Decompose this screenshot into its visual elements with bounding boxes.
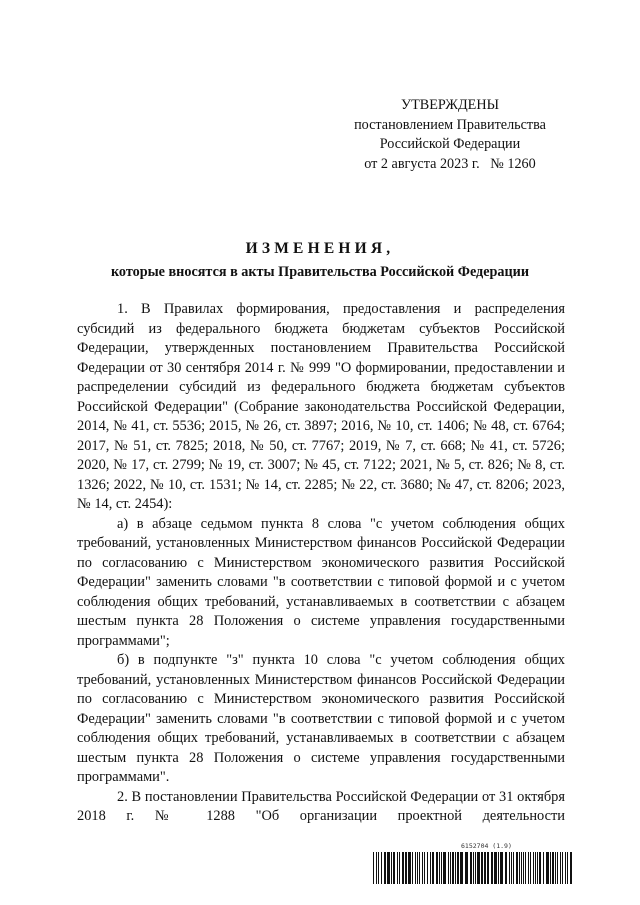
paragraph-1a: а) в абзаце седьмом пункта 8 слова "с учетом соблюдения общих требований, установленных Министерством финансов Российской Федерации по согласованию с Министерством экономического развития Российской Федерации" заменить словами "в соответствии с типовой формой и с учетом соблюдения общих требований, устанавливаемых в соответствии с абзацем шестым пункта 28 Положения о системе управления государственными программами";	[77, 515, 565, 649]
barcode-bars	[373, 852, 573, 884]
paragraph-1: 1. В Правилах формирования, предоставления и распределения субсидий из федерального бюджета бюджетам субъектов Российской Федерации, утвержденных постановлением Правительства Российской Федерации от 30 сентября 2014 г. № 999 "О формировании, предоставлении и распределении субсидий из федерального бюджета бюджетам субъектов Российской Федерации" (Собрание законодательства Российской Федерации, 2014, № 41, ст. 5536; 2015, № 26, ст. 3897; 2016, № 10, ст. 1406; № 48, ст. 6764; 2017, № 51, ст. 7825; 2018, № 50, ст. 7767; 2019, № 7, ст. 668; № 41, ст. 5726; 2020, № 17, ст. 2799; № 19, ст. 3007; № 45, ст. 7122; 2021, № 5, ст. 826; № 8, ст. 1326; 2022, № 10, ст. 1531; № 14, ст. 2285; № 22, ст. 3680; № 47, ст. 8206; 2023, № 14, ст. 2454):	[77, 301, 565, 512]
approval-line-federation: Российской Федерации	[379, 136, 521, 152]
approval-line-resolution: постановлением Правительства	[354, 116, 546, 133]
approval-line-date-number: от 2 августа 2023 г. № 1260	[364, 155, 536, 172]
approval-line-approved: УТВЕРЖДЕНЫ	[401, 97, 499, 113]
document-body	[77, 300, 565, 827]
document-subtitle: которые вносятся в акты Правительства Российской Федерации	[110, 264, 530, 280]
paragraph-2: 2. В постановлении Правительства Российской Федерации от 31 октября 2018 г. № 1288 "Об организации проектной деятельности	[77, 788, 565, 824]
barcode	[373, 842, 573, 886]
paragraph-1b: б) в подпункте "з" пункта 10 слова "с учетом соблюдения общих требований, установленных Министерством финансов Российской Федерации по согласованию с Министерством экономического развития Российской Федерации" заменить словами "в соответствии с типовой формой и с учетом соблюдения общих требований, устанавливаемых в соответствии с абзацем шестым пункта 28 Положения о системе управления государственными программами".	[77, 652, 565, 785]
barcode-label: 6152704 (1.9)	[461, 842, 512, 850]
document-title: ИЗМЕНЕНИЯ,	[245, 240, 395, 257]
approval-stamp	[330, 96, 570, 174]
